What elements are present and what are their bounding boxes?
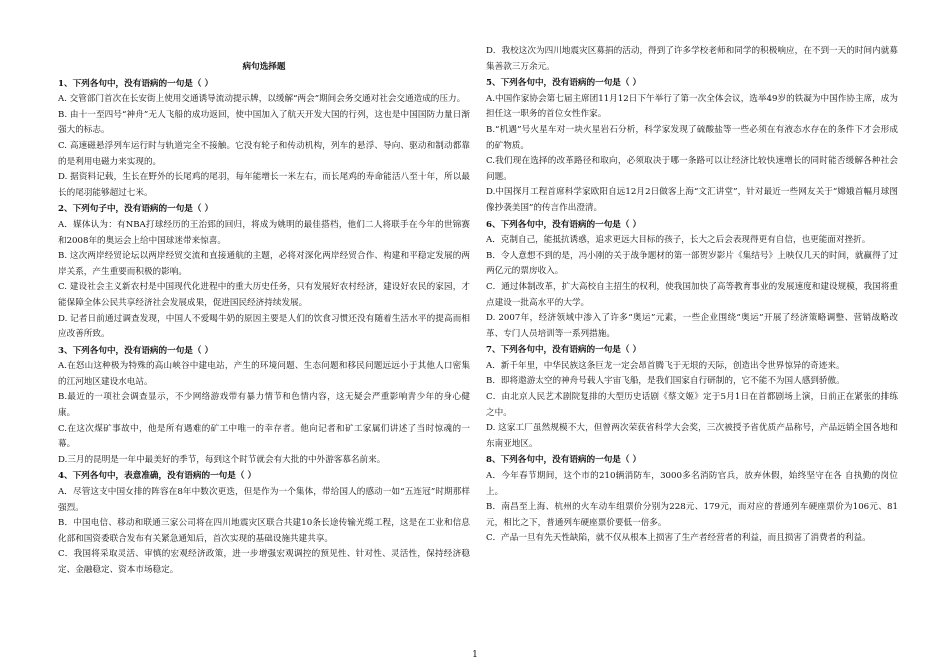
answer-option: B.“机遇”号火星车对一块火星岩石分析，科学家发现了硫酸盐等一些必须在有液态水存在的条件下才会形成的矿物质。 xyxy=(486,124,898,151)
question-stem: 2、下列句子中，没有语病的一句是（ ） xyxy=(58,204,214,215)
answer-option: C.我们现在选择的改革路径和取向，必须取决于哪一条路可以让经济比较快速增长的同时能否缓解各种社会问题。 xyxy=(486,156,898,182)
answer-option: C. 高速磁悬浮列车运行时与轨道完全不接触。它没有轮子和传动机构，列车的悬浮、导向、驱动和制动都靠的是利用电磁力来实现的。 xyxy=(58,140,470,167)
answer-option: A．今年春节期间，这个市的210辆消防车，3000多名消防官兵，放弃休假，始终坚守在各 自执勤的岗位上。 xyxy=(486,471,898,497)
answer-option: A．媒体认为：有NBA打球经历的王治郅的回归，将成为姚明的最佳搭档，他们二人将联手在今年的世锦赛和2008年的奥运会上给中国球迷带来惊喜。 xyxy=(58,219,470,246)
left-column xyxy=(58,60,470,579)
answer-option: A．新千年里，中华民族这条巨龙一定会昂首腾飞于无垠的天际，创造出令世界惊异的奇迹来。 xyxy=(486,360,845,371)
right-column xyxy=(486,44,898,547)
answer-option: B. 这次两岸经贸论坛以两岸经贸交流和直接通航的主题，必将对深化两岸经贸合作、构建和平稳定发展的两岸关系，产生重要而积极的影响。 xyxy=(58,251,470,277)
answer-option: B．令人意想不到的是，冯小刚的关于战争题材的第一部贺岁影片《集结号》上映仅几天的时间，就赢得了过两亿元的票房收入。 xyxy=(486,250,898,277)
answer-option: D. 这家工厂虽然规模不大，但曾两次荣获省科学大会奖，三次被授予省优质产品称号，产品远销全国各地和东南亚地区。 xyxy=(486,423,898,449)
answer-option: C．产品一旦有先天性缺陷，就不仅从根本上损害了生产者经营者的利益，而且损害了消费者的利益。 xyxy=(486,533,871,544)
answer-option: D．我校这次为四川地震灾区募捐的活动，得到了许多学校老师和同学的积极响应，在不到一天的时间内就募集善款三万余元。 xyxy=(486,46,898,72)
answer-option: D. 据资料记载，生长在野外的长尾鸡的尾羽，每年能增长一米左右，而长尾鸡的寿命能活八至十年，所以最长的尾羽能够超过七米。 xyxy=(58,172,470,198)
question-stem: 5、下列各句中，没有语病的一句是（ ） xyxy=(486,78,642,89)
page-title: 病句选择题 xyxy=(242,62,286,72)
answer-option: C.在这次煤矿事故中，他是所有遇难的矿工中唯一的幸存者。他向记者和矿工家属们讲述了当时惊魂的一幕。 xyxy=(58,423,470,450)
question-stem: 4、下列各句中，表意准确，没有语病的一句是（ ） xyxy=(58,471,257,482)
answer-option: A.在怒山这种极为特殊的高山峡谷中建电站，产生的环境问题、生态问题和移民问题远远小于其他人口密集的江河地区建设水电站。 xyxy=(58,361,470,387)
answer-option: D.中国探月工程首席科学家欧阳自远12月2日做客上海“文汇讲堂”，针对最近一些网友关于“嫦娥首幅月球图像抄袭美国”的传言作出澄清。 xyxy=(486,187,898,213)
answer-option: B．南昌至上海、杭州的火车动车组票价分别为228元、179元，而对应的普通列车硬座票价为106元、81元，相比之下，普通列车硬座票价要低一倍多。 xyxy=(486,502,898,528)
answer-option: C．由北京人民艺术剧院复排的大型历史话剧《蔡文姬》定于5月1日在首都剧场上演，日前正在紧张的排练之中。 xyxy=(486,392,898,418)
question-stem: 3、下列各句中，没有语病的一句是（ ） xyxy=(58,345,214,356)
answer-option: B. 由十一至四号“神舟”无人飞船的成功返回，使中国加入了航天开发大国的行列，这也是中国国防力量日渐强大的标志。 xyxy=(58,109,470,136)
page-number: 1 xyxy=(472,650,478,660)
question-stem: 6、下列各句中，没有语病的一句是（ ） xyxy=(486,219,642,230)
question-stem: 7、下列各句中，没有语病的一句是（ ） xyxy=(486,345,642,356)
answer-option: C. 建设社会主义新农村是中国现代化进程中的重大历史任务，只有发展好农村经济，建设好农民的家园，才能保障全体公民共享经济社会发展成果，促进国民经济持续发展。 xyxy=(58,282,470,308)
answer-option: D.三月的昆明是一年中最美好的季节，每到这个时节就会有大批的中外游客慕名前来。 xyxy=(58,454,386,465)
answer-option: A.中国作家协会第七届主席团11月12日下午举行了第一次全体会议，选举49岁的铁凝为中国作协主席，成为担任这一职务的首位女性作家。 xyxy=(486,93,898,120)
answer-option: B.最近的一项社会调查显示，不少网络游戏带有暴力情节和色情内容，这无疑会严重影响青少年的身心健康。 xyxy=(58,392,470,419)
answer-option: A．克制自己，能抵抗诱惑，追求更远大目标的孩子，长大之后会表现得更有自信，也更能面对挫折。 xyxy=(486,235,871,246)
answer-option: D. 2007年，经济领域中渗入了许多“奥运”元素，一些企业围绕“奥运”开展了经济策略调整、营销战略改革、专门人员培训等一系列措施。 xyxy=(486,313,898,339)
answer-option: B．中国电信、移动和联通三家公司将在四川地震灾区联合共建10条长途传输光缆工程，这是在工业和信息化部和国资委联合发布有关紧急通知后，首次实现的基础设施共建共享。 xyxy=(58,518,470,544)
answer-option: D. 记者日前通过调查发现，中国人不爱喝牛奶的原因主要是人们的饮食习惯还没有随着生活水平的提高而相应改善所致。 xyxy=(58,313,470,340)
answer-option: B．即将遨游太空的神舟号载人宇宙飞船，是我们国家自行研制的，它不能不为国人感到骄傲。 xyxy=(486,376,845,387)
answer-option: C．通过体制改革，扩大高校自主招生的权利，使我国加快了高等教育事业的发展速度和建设规模，我国将重点建设一批高水平的大学。 xyxy=(486,281,898,308)
answer-option: A．尽管这支中国女排的阵容在8年中数次更迭，但是作为一个集体，带给国人的感动一如“五连冠”时期那样强烈。 xyxy=(58,487,470,513)
answer-option: C．我国将采取灵活、审慎的宏观经济政策，进一步增强宏观调控的预见性、针对性、灵活性，保持经济稳定、金融稳定、资本市场稳定。 xyxy=(58,549,470,575)
answer-option: A. 交管部门首次在长安街上使用交通诱导流动提示牌，以缓解“两会”期间会务交通对社会交通造成的压力。 xyxy=(58,94,466,105)
question-stem: 8、下列各句中，没有语病的一句是（ ） xyxy=(486,455,642,466)
question-stem: 1、下列各句中，没有语病的一句是（ ） xyxy=(58,78,214,89)
